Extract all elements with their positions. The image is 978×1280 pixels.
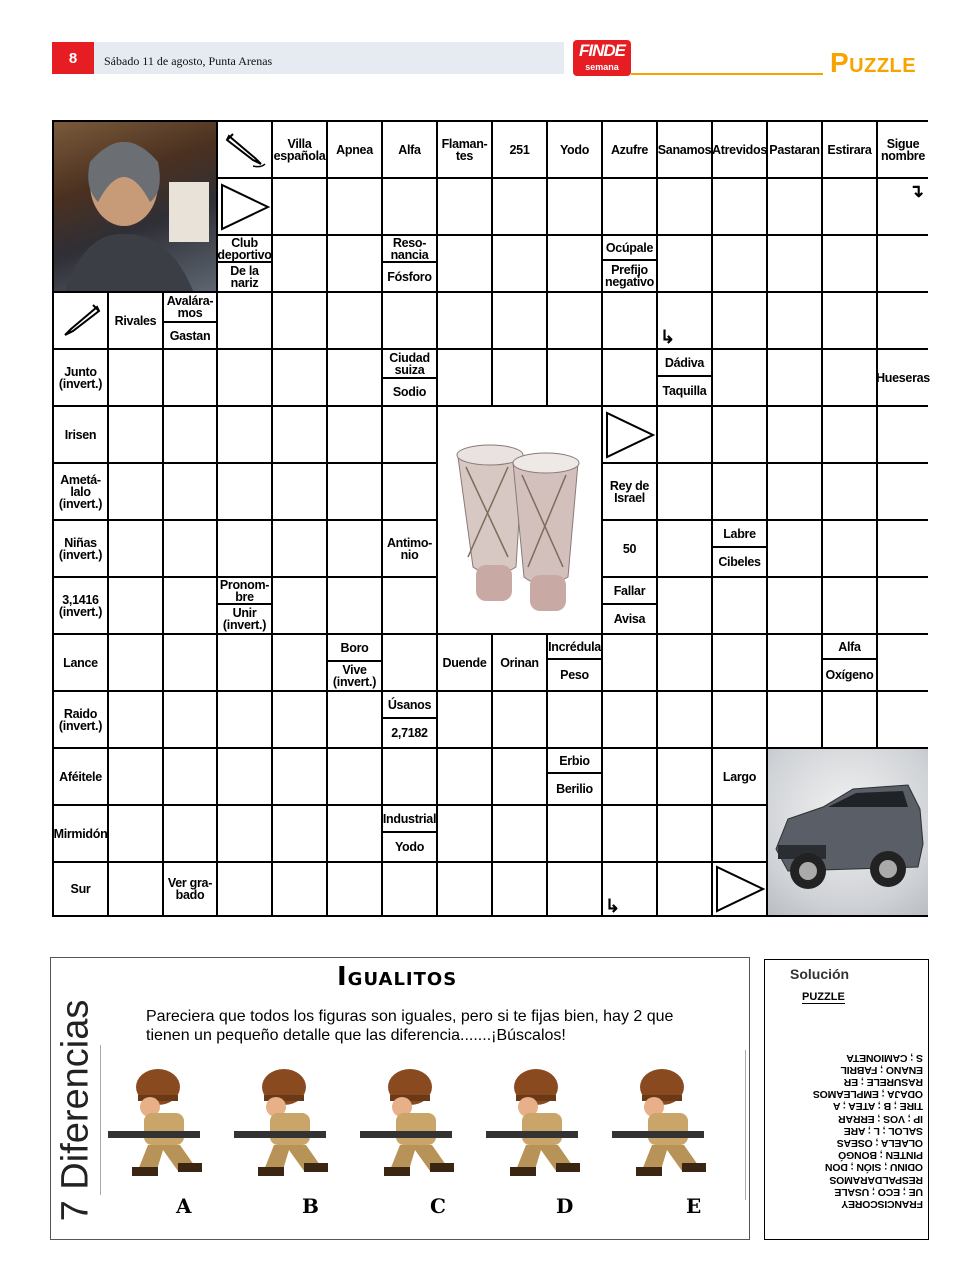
grid-cell[interactable] (658, 179, 713, 236)
grid-cell[interactable] (109, 464, 164, 521)
split-cell (603, 236, 658, 293)
grid-cell[interactable] (713, 350, 768, 407)
grid-cell[interactable] (273, 407, 328, 464)
grid-cell[interactable] (109, 635, 164, 692)
grid-cell[interactable] (328, 749, 383, 806)
grid-cell[interactable] (328, 464, 383, 521)
clue-cibeles: Cibeles (718, 555, 761, 569)
clue-rivales: Rivales (109, 293, 164, 350)
grid-cell[interactable] (164, 578, 218, 635)
grid-cell[interactable] (383, 293, 438, 350)
grid-cell[interactable] (548, 179, 603, 236)
grid-cell[interactable] (823, 293, 878, 350)
grid-cell[interactable] (878, 464, 928, 521)
grid-cell[interactable] (603, 350, 658, 407)
letter-a: A (176, 1194, 192, 1218)
grid-cell[interactable] (878, 293, 928, 350)
split-cell (218, 578, 273, 635)
clue-ciudad: Ciudad suiza (383, 350, 436, 379)
grid-cell[interactable] (438, 863, 493, 915)
clue-unir: Unir (invert.) (222, 606, 267, 632)
clue-hueseras: Hueseras (878, 350, 928, 407)
clue-labre: Labre (713, 521, 766, 548)
grid-cell[interactable] (164, 464, 218, 521)
grid-cell[interactable] (878, 521, 928, 578)
grid-cell[interactable] (273, 350, 328, 407)
grid-cell[interactable] (383, 407, 438, 464)
clue-berilio: Berilio (556, 782, 593, 796)
clue-resonancia: Reso-nancia (383, 236, 436, 263)
grid-cell[interactable] (438, 350, 493, 407)
grid-cell[interactable] (603, 863, 658, 915)
clue-ninas: Niñas (invert.) (54, 521, 109, 578)
grid-cell[interactable] (823, 350, 878, 407)
grid-cell[interactable] (218, 692, 273, 749)
grid-cell[interactable] (273, 293, 328, 350)
grid-cell[interactable] (493, 806, 548, 863)
split-cell (548, 749, 603, 806)
grid-cell[interactable] (493, 236, 548, 293)
grid-cell[interactable] (383, 179, 438, 236)
clue-sodio: Sodio (392, 385, 427, 399)
grid-cell[interactable] (768, 236, 823, 293)
clue-avisa: Avisa (613, 612, 646, 626)
grid-cell[interactable] (328, 863, 383, 915)
grid-cell[interactable] (273, 236, 328, 293)
diferencias-label: 7 Diferencias (54, 999, 97, 1221)
grid-cell[interactable] (328, 179, 383, 236)
grid-cell[interactable] (713, 578, 768, 635)
grid-cell[interactable] (658, 293, 713, 350)
grid-cell[interactable] (658, 464, 713, 521)
grid-cell[interactable] (713, 407, 768, 464)
clue-erbio: Erbio (548, 749, 601, 774)
grid-cell[interactable] (713, 293, 768, 350)
grid-cell[interactable] (603, 635, 658, 692)
bongo-drums-art (438, 407, 601, 633)
soldier-figure-e[interactable] (612, 1065, 737, 1180)
grid-cell[interactable] (548, 293, 603, 350)
pen-icon (218, 122, 273, 179)
grid-cell[interactable] (768, 464, 823, 521)
grid-cell[interactable] (218, 635, 273, 692)
clue-e-number: 2,7182 (391, 726, 428, 740)
clue-fosforo: Fósforo (387, 270, 432, 284)
arrow-right-icon: ↳ (605, 896, 621, 916)
clue-sigue: Sigue nombre (878, 122, 928, 179)
header-date: Sábado 11 de agosto, Punta Arenas (104, 54, 273, 68)
clue-yodo: Yodo (548, 122, 603, 179)
grid-cell[interactable] (713, 179, 768, 236)
split-cell (658, 350, 713, 407)
clue-sur: Sur (54, 863, 109, 915)
grid-cell[interactable] (218, 407, 273, 464)
clue-ocupale: Ocúpale (603, 236, 656, 261)
grid-cell[interactable] (438, 749, 493, 806)
solution-label: PUZZLE (802, 991, 845, 1003)
grid-cell[interactable] (164, 521, 218, 578)
soldier-figure-a[interactable] (108, 1065, 233, 1180)
clue-alfa2: Alfa (823, 635, 876, 660)
clue-dadiva: Dádiva (658, 350, 711, 377)
grid-cell[interactable] (164, 407, 218, 464)
clue-boro: Boro (328, 635, 381, 662)
grid-cell[interactable] (658, 806, 713, 863)
clue-nariz: De la nariz (230, 264, 259, 290)
triangle-icon (603, 407, 656, 462)
grid-cell[interactable] (218, 863, 273, 915)
triangle-cell (713, 863, 768, 915)
arrow-right-icon: ↳ (660, 327, 676, 347)
grid-cell[interactable] (493, 293, 548, 350)
grid-cell[interactable] (493, 863, 548, 915)
grid-cell[interactable] (218, 521, 273, 578)
grid-cell[interactable] (658, 407, 713, 464)
clue-estirara: Estirara (823, 122, 878, 179)
grid-cell[interactable] (768, 692, 823, 749)
grid-cell[interactable] (218, 464, 273, 521)
grid-cell[interactable] (768, 578, 823, 635)
triangle-icon (218, 179, 271, 234)
letter-b: B (302, 1194, 319, 1218)
clue-alfa: Alfa (383, 122, 438, 179)
grid-cell[interactable] (109, 407, 164, 464)
grid-cell[interactable] (878, 692, 928, 749)
grid-cell[interactable] (164, 635, 218, 692)
clue-gastan: Gastan (169, 328, 211, 343)
clue-prefijo: Prefijo negativo (605, 263, 654, 289)
grid-cell[interactable] (658, 578, 713, 635)
grid-cell[interactable] (548, 236, 603, 293)
grid-cell[interactable] (328, 806, 383, 863)
letter-e: E (686, 1194, 702, 1218)
clue-industrial: Industrial (383, 806, 436, 833)
clue-50: 50 (603, 521, 658, 578)
grid-cell[interactable] (109, 521, 164, 578)
igualitos-instructions: Pareciera que todos los figuras son iguales, pero si te fijas bien, hay 2 que tienen un pequeño detalle que las diferencia.......¡Búscalos! (146, 1008, 674, 1044)
grid-cell[interactable] (658, 692, 713, 749)
solution-text: FRANCISCOREY UE ; ECO ; USALE RESPALDARAMOS ODINU ; SIÓN ; DON PINTEN ; BONGÓ OLAELA ; OSEAS SALOL ; L ; ARE IP ; VOS ; ERRAR TIRE ; B ; ATEA ; A ODAJA ; EMPLEAMOS RASURELE ; ER ENANO ; FABRIL S ; CAMIONETA (813, 1051, 923, 1210)
clue-flamantes: Flaman-tes (438, 122, 493, 179)
grid-cell[interactable] (823, 521, 878, 578)
grid-cell[interactable] (658, 521, 713, 578)
clue-apnea: Apnea (328, 122, 383, 179)
igualitos-title: Igualitos (337, 962, 458, 992)
split-cell (548, 635, 603, 692)
divider (745, 1050, 746, 1200)
grid-cell[interactable] (603, 749, 658, 806)
clue-peso: Peso (560, 668, 589, 682)
solution-heading: Solución (790, 966, 850, 982)
grid-cell[interactable] (878, 635, 928, 692)
grid-cell[interactable] (438, 293, 493, 350)
grid-cell[interactable] (273, 863, 328, 915)
pickup-truck-photo (768, 749, 928, 915)
grid-cell[interactable] (603, 293, 658, 350)
clue-azufre: Azufre (603, 122, 658, 179)
clue-fallar: Fallar (603, 578, 656, 605)
grid-cell[interactable] (383, 464, 438, 521)
clue-irisen: Irisen (54, 407, 109, 464)
finde-logo (573, 40, 631, 76)
grid-cell[interactable] (713, 692, 768, 749)
clue-incredula: Incrédula (548, 635, 601, 660)
grid-cell[interactable] (768, 179, 823, 236)
split-cell (383, 236, 438, 293)
grid-cell[interactable] (109, 692, 164, 749)
logo-main: FINDE (579, 41, 625, 60)
grid-cell[interactable] (603, 692, 658, 749)
pen-icon (54, 293, 109, 350)
grid-cell[interactable] (768, 350, 823, 407)
grid-cell[interactable] (823, 464, 878, 521)
clue-rey: Rey de Israel (603, 464, 658, 521)
grid-cell[interactable] (603, 806, 658, 863)
grid-cell[interactable] (328, 350, 383, 407)
grid-cell[interactable] (218, 293, 273, 350)
grid-cell[interactable] (548, 863, 603, 915)
page-number: 8 (52, 42, 94, 74)
crossword-grid (52, 120, 928, 917)
clue-club: Club deportivo (217, 235, 272, 262)
grid-cell[interactable] (713, 236, 768, 293)
split-cell (823, 635, 878, 692)
clue-atrevidos: Atrevidos (713, 122, 768, 179)
grid-cell[interactable] (548, 806, 603, 863)
grid-cell[interactable] (328, 293, 383, 350)
grid-cell[interactable] (273, 806, 328, 863)
grid-cell[interactable] (658, 863, 713, 915)
grid-cell[interactable] (273, 692, 328, 749)
grid-cell[interactable] (713, 806, 768, 863)
clue-251: 251 (493, 122, 548, 179)
clue-avalaramos: Avalára-mos (164, 293, 216, 323)
split-cell (164, 293, 218, 350)
grid-cell[interactable] (823, 236, 878, 293)
clue-pastaran: Pastaran (768, 122, 823, 179)
letter-d: D (556, 1194, 574, 1218)
man-photo-art (54, 122, 218, 293)
diferencias-side-title (54, 995, 98, 1225)
grid-cell[interactable] (328, 407, 383, 464)
grid-cell[interactable] (658, 749, 713, 806)
grid-cell[interactable] (164, 806, 218, 863)
letter-c: C (430, 1194, 446, 1218)
grid-cell[interactable] (658, 635, 713, 692)
clue-lance: Lance (54, 635, 109, 692)
soldier-figure-b[interactable] (234, 1065, 359, 1180)
grid-cell[interactable] (273, 578, 328, 635)
split-cell (603, 578, 658, 635)
grid-cell[interactable] (273, 635, 328, 692)
soldier-figure-d[interactable] (486, 1065, 611, 1180)
grid-cell[interactable] (328, 236, 383, 293)
split-cell (383, 806, 438, 863)
clue-villa: Villa española (273, 122, 328, 179)
triangle-cell (218, 179, 273, 236)
grid-cell[interactable] (438, 179, 493, 236)
split-cell (328, 635, 383, 692)
grid-cell[interactable] (713, 464, 768, 521)
grid-cell[interactable] (493, 350, 548, 407)
grid-cell[interactable] (493, 749, 548, 806)
grid-cell[interactable] (383, 635, 438, 692)
divider (100, 1045, 101, 1195)
grid-cell[interactable] (548, 692, 603, 749)
grid-cell[interactable] (878, 578, 928, 635)
grid-cell[interactable] (164, 350, 218, 407)
grid-cell[interactable] (273, 521, 328, 578)
section-title: Puzzle (830, 47, 917, 78)
grid-cell[interactable] (438, 692, 493, 749)
triangle-cell (603, 407, 658, 464)
grid-cell[interactable] (109, 806, 164, 863)
grid-cell[interactable] (273, 749, 328, 806)
clue-junto: Junto (invert.) (54, 350, 109, 407)
grid-cell[interactable] (164, 692, 218, 749)
clue-orinan: Orinan (493, 635, 548, 692)
grid-cell[interactable] (383, 749, 438, 806)
clue-taquilla: Taquilla (662, 384, 707, 398)
clue-yodo2: Yodo (394, 840, 425, 854)
grid-cell[interactable] (768, 293, 823, 350)
grid-cell[interactable] (603, 179, 658, 236)
grid-cell[interactable] (273, 179, 328, 236)
clue-duende: Duende (438, 635, 493, 692)
grid-cell[interactable] (493, 692, 548, 749)
grid-cell[interactable] (218, 749, 273, 806)
clue-afeitele: Aféitele (54, 749, 109, 806)
clue-usanos: Úsanos (383, 692, 436, 719)
grid-cell[interactable] (823, 692, 878, 749)
clue-mirmidon: Mirmidón (54, 806, 109, 863)
grid-cell[interactable] (823, 407, 878, 464)
grid-cell[interactable] (328, 692, 383, 749)
clue-raido: Raido (invert.) (54, 692, 109, 749)
clue-sanamos: Sanamos (658, 122, 713, 179)
grid-cell[interactable] (878, 179, 928, 236)
clue-pi: 3,1416 (invert.) (54, 578, 109, 635)
man-photo (54, 122, 218, 293)
grid-cell[interactable] (218, 350, 273, 407)
triangle-icon (713, 863, 766, 913)
grid-cell[interactable] (768, 521, 823, 578)
clue-ver-grabado: Ver gra-bado (164, 863, 218, 915)
clue-vive: Vive (invert.) (332, 663, 377, 689)
split-cell (713, 521, 768, 578)
soldier-figure-c[interactable] (360, 1065, 485, 1180)
grid-cell[interactable] (328, 521, 383, 578)
grid-cell[interactable] (713, 635, 768, 692)
grid-cell[interactable] (493, 179, 548, 236)
grid-cell[interactable] (328, 578, 383, 635)
split-cell (383, 350, 438, 407)
grid-cell[interactable] (823, 179, 878, 236)
grid-cell[interactable] (768, 635, 823, 692)
logo-sub: semana (585, 62, 619, 72)
grid-cell[interactable] (768, 407, 823, 464)
grid-cell[interactable] (823, 578, 878, 635)
clue-oxigeno: Oxígeno (825, 668, 874, 682)
bongo-drums-photo (438, 407, 603, 635)
grid-cell[interactable] (548, 350, 603, 407)
grid-cell[interactable] (878, 407, 928, 464)
grid-cell[interactable] (218, 806, 273, 863)
grid-cell[interactable] (438, 806, 493, 863)
grid-cell[interactable] (658, 236, 713, 293)
grid-cell[interactable] (109, 350, 164, 407)
header-rule (631, 73, 823, 75)
clue-pronombre: Pronom-bre (219, 577, 270, 604)
grid-cell[interactable] (383, 578, 438, 635)
grid-cell[interactable] (383, 863, 438, 915)
pickup-truck-art (768, 749, 928, 915)
grid-cell[interactable] (273, 464, 328, 521)
clue-antimonio: Antimo-nio (383, 521, 438, 578)
grid-cell[interactable] (109, 578, 164, 635)
grid-cell[interactable] (109, 749, 164, 806)
clue-largo: Largo (713, 749, 768, 806)
arrow-down-icon: ↴ (908, 181, 924, 201)
clue-ametalalo: Ametá-lalo (invert.) (54, 464, 109, 521)
split-cell (218, 236, 273, 293)
grid-cell[interactable] (438, 236, 493, 293)
split-cell (383, 692, 438, 749)
grid-cell[interactable] (109, 863, 164, 915)
grid-cell[interactable] (164, 749, 218, 806)
grid-cell[interactable] (878, 236, 928, 293)
